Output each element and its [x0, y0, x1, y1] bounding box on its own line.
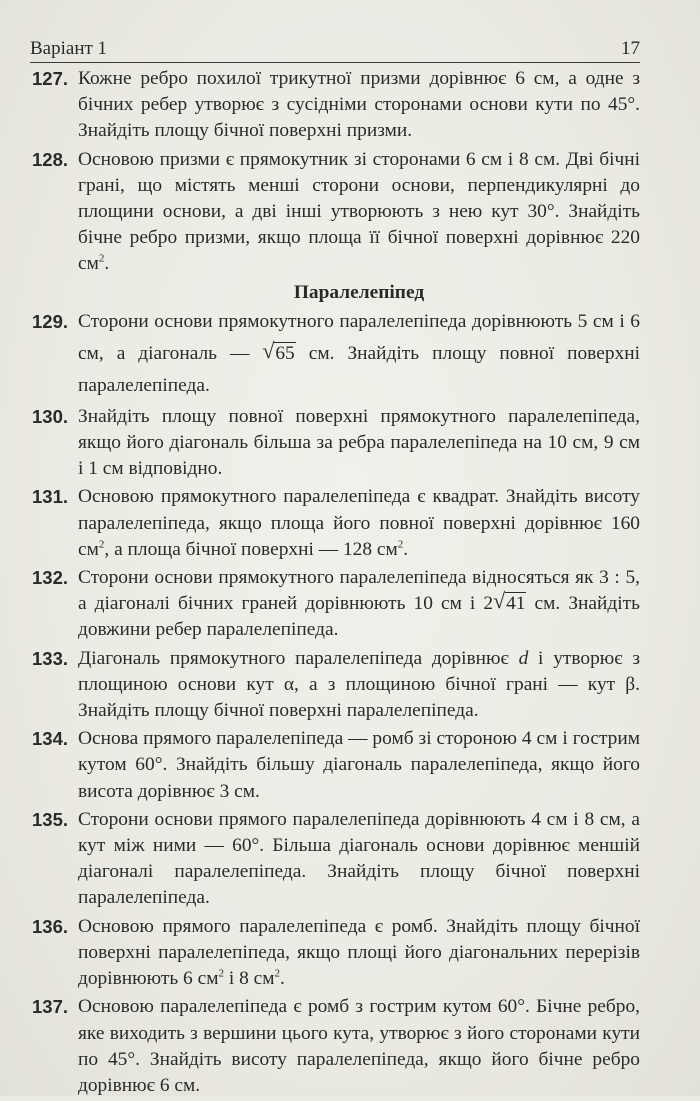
problem-number: 128.	[32, 148, 69, 170]
problem-text-end: см. Знайдіть довжини ребер паралелепіпеда.	[78, 593, 640, 641]
problem-number: 137.	[32, 996, 69, 1018]
page-number: 17	[621, 38, 640, 59]
problem-132	[32, 565, 640, 644]
problem-128	[32, 147, 640, 278]
problem-number: 133.	[32, 647, 69, 669]
problem-text: Основою паралелепіпеда є ромб з гострим кутом 60°. Бічне ребро, яке виходить з вершини цього кута, утворює з його сторонами кути по 45°. Знайдіть висоту паралелепіпеда, якщо його бічне ребро дорівнює 6 см.	[78, 996, 640, 1096]
problem-text: Кожне ребро похилої трикутної призми дорівнює 6 см, а одне з бічних ребер утворює з сусідніми сторонами основи кути по 45°. Знайдіть площу бічної поверхні призми.	[78, 68, 640, 142]
problem-text-mid: , а площа бічної поверхні — 128 см	[104, 538, 398, 560]
radicand: 41	[506, 593, 526, 615]
problem-number: 136.	[32, 915, 69, 937]
problem-text-mid: і 8 см	[223, 968, 275, 990]
superscript: 2	[218, 967, 224, 980]
problem-131	[32, 484, 640, 563]
radicand: 65	[275, 342, 295, 364]
problem-number: 130.	[32, 405, 69, 427]
superscript: 2	[98, 252, 105, 265]
variant-label: Варіант 1	[30, 38, 108, 59]
variable-d: d	[518, 647, 529, 669]
problems-content	[32, 66, 640, 1101]
problem-text-end: .	[280, 968, 285, 990]
problem-text: Сторони основи прямокутного паралелепіпеда дорівнюють 5 см і 6 см, а діагональ —	[78, 310, 640, 364]
problem-text: Сторони основи прямокутного паралелепіпеда відносяться як 3 : 5, а діагоналі бічних граней дорівнюють 10 см і 2	[78, 567, 640, 615]
problem-127	[32, 66, 640, 145]
problem-text: Сторони основи прямого паралелепіпеда дорівнюють 4 см і 8 см, а кут між ними — 60°. Більша діагональ основи дорівнює меншій діагоналі паралелепіпеда. Знайдіть площу бічної поверхні паралелепіпеда.	[78, 808, 640, 909]
problem-number: 127.	[32, 68, 69, 89]
problem-number: 129.	[32, 310, 69, 332]
superscript: 2	[397, 538, 404, 551]
problem-text-end: і утворює з площиною основи кут α, а з площиною бічної грані — кут β. Знайдіть площу бічної поверхні паралелепіпеда.	[78, 647, 640, 722]
problem-text: Основою прямого паралелепіпеда є ромб. Знайдіть площу бічної поверхні паралелепіпеда, якщо площі його діагональних перерізів дорівнюють 6 см	[78, 915, 640, 990]
problem-text: Основа прямого паралелепіпеда — ромб зі стороною 4 см і гострим кутом 60°. Знайдіть більшу діагональ паралелепіпеда, якщо його висота дорівнює 3 см.	[78, 728, 640, 802]
problem-text: Знайдіть площу повної поверхні прямокутного паралелепіпеда, якщо його діагональ більша за ребра паралелепіпеда на 10 см, 9 см і 1 см відповідно.	[78, 405, 640, 480]
problem-text-end: .	[403, 538, 409, 560]
page-header	[30, 36, 640, 63]
problem-number: 131.	[32, 486, 69, 508]
problem-number: 132.	[32, 567, 69, 589]
superscript: 2	[274, 967, 280, 980]
problem-text: Основою призми є прямокутник зі сторонами 6 см і 8 см. Дві бічні грані, що містять менші сторони основи, перпендикулярні до площини основи, а дві інші утворюють з нею кут 30°. Знайдіть бічне ребро призми, якщо площа її бічної поверхні дорівнює 220 см	[78, 148, 640, 275]
problem-number: 135.	[32, 808, 69, 830]
problem-text: Основою прямокутного паралелепіпеда є квадрат. Знайдіть висоту паралелепіпеда, якщо площа його повної поверхні дорівнює 160 см	[78, 486, 640, 560]
radical-sign: √	[262, 337, 275, 363]
problem-number: 134.	[32, 728, 69, 750]
square-root	[493, 588, 526, 617]
problem-text-end: см. Знайдіть площу повної поверхні паралелепіпеда.	[78, 342, 640, 396]
problem-137	[32, 994, 640, 1099]
problem-text: Діагональ прямокутного паралелепіпеда дорівнює	[78, 647, 509, 669]
problem-133	[32, 646, 640, 725]
problem-136	[32, 914, 640, 993]
problem-129	[32, 306, 640, 402]
problem-135	[32, 807, 640, 912]
superscript: 2	[98, 538, 105, 551]
radical-sign: √	[493, 588, 506, 614]
section-title: Паралелепіпед	[293, 281, 425, 303]
square-root	[262, 338, 295, 370]
problem-text-end: .	[104, 253, 110, 275]
problem-134	[32, 726, 640, 805]
problem-130	[32, 404, 640, 483]
